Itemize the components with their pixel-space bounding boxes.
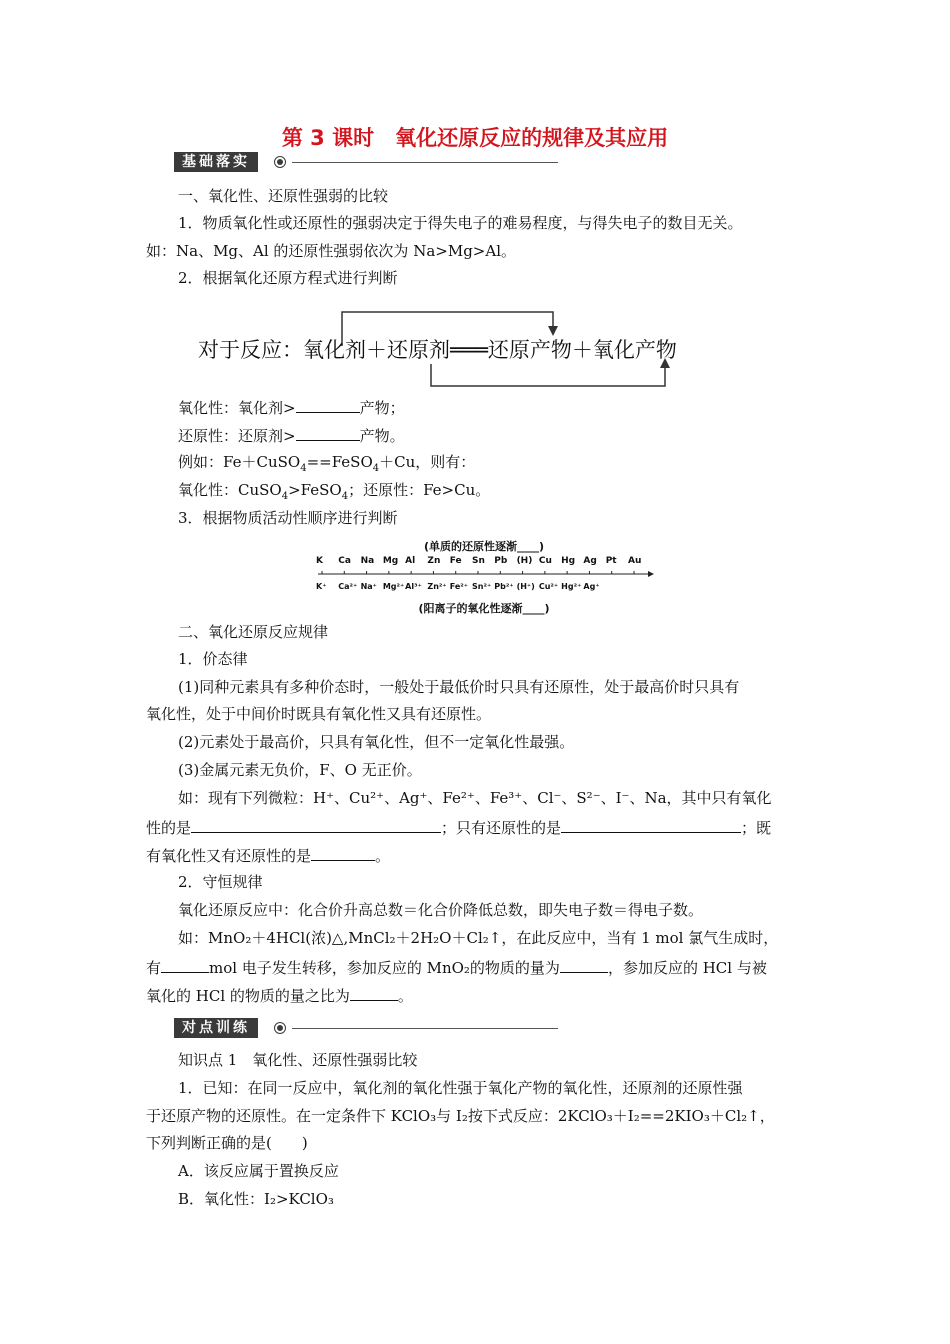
paragraph: 3．根据物质活动性顺序进行判断	[178, 509, 398, 527]
answer-blank[interactable]	[350, 984, 398, 1001]
subscript: 4	[300, 463, 307, 474]
ion-symbol: Al³⁺	[405, 582, 422, 591]
text: 氧化性：氧化剂>	[178, 399, 296, 417]
answer-blank[interactable]	[311, 844, 375, 861]
ion-symbol: Pb²⁺	[494, 582, 514, 591]
text: 例如：Fe＋CuSO	[178, 453, 301, 471]
heading-2: 二、氧化还原反应规律	[178, 623, 329, 641]
paragraph: 2．守恒规律	[178, 873, 263, 891]
text: ；只有还原性的是	[441, 819, 562, 837]
text: 产物；	[359, 399, 405, 417]
ion-symbol: K⁺	[316, 582, 327, 591]
paragraph: 2．根据氧化还原方程式进行判断	[178, 269, 398, 287]
answer-blank[interactable]	[561, 816, 741, 833]
text: 氧化的 HCl 的物质的量之比为	[146, 987, 350, 1005]
activity-series-diagram	[314, 538, 654, 616]
metal-symbol: Ag	[583, 556, 597, 566]
bullet-dot-icon	[274, 156, 286, 168]
paragraph: 1．价态律	[178, 650, 248, 668]
text: 有	[146, 959, 162, 977]
question-text: 如：现有下列微粒：H⁺、Cu²⁺、Ag⁺、Fe²⁺、Fe³⁺、Cl⁻、S²⁻、I⁻、Na，其中只有氧化	[178, 789, 772, 807]
metal-symbol: Na	[360, 556, 375, 566]
text: 。	[375, 847, 391, 865]
text: ；还原性：Fe>Cu。	[348, 481, 491, 499]
section-rule	[292, 162, 558, 163]
paragraph: 氧化还原反应中：化合价升高总数＝化合价降低总数，即失电子数＝得电子数。	[178, 901, 704, 919]
text: ，参加反应的 HCl 与被	[607, 959, 767, 977]
metal-symbol: Al	[405, 556, 416, 566]
ion-symbol: Sn²⁺	[472, 582, 492, 591]
ion-symbol: Zn²⁺	[427, 582, 447, 591]
example-line	[178, 452, 475, 472]
ion-symbol: Mg²⁺	[382, 582, 405, 591]
section-label: 基础落实	[174, 152, 258, 172]
question-text: 下列判断正确的是( )	[146, 1134, 308, 1152]
metal-symbol: (H)	[516, 556, 533, 566]
oxidizing-rule	[178, 396, 405, 418]
text: ；既	[741, 819, 772, 837]
section-rule	[292, 1028, 558, 1029]
knowledge-point: 知识点 1 氧化性、还原性强弱比较	[178, 1051, 418, 1069]
question-text: 1．已知：在同一反应中，氧化剂的氧化性强于氧化产物的氧化性，还原剂的还原性强	[178, 1079, 743, 1097]
question-text: 于还原产物的还原性。在一定条件下 KClO₃与 I₂按下式反应：2KClO₃＋I₂==2KIO₃＋Cl₂↑，	[146, 1107, 775, 1125]
text: 性的是	[146, 819, 192, 837]
metal-symbol: Mg	[382, 556, 399, 566]
paragraph: (1)同种元素具有多种价态时，一般处于最低价时只具有还原性，处于最高价时只具有	[178, 678, 740, 696]
section-label: 对点训练	[174, 1018, 258, 1038]
text: 有氧化性又有还原性的是	[146, 847, 312, 865]
oxidizing-trend-label: (阳离子的氧化性逐渐____)	[418, 602, 550, 615]
section-header-basics	[174, 152, 558, 172]
question-text	[146, 984, 413, 1006]
ion-symbol: Cu²⁺	[538, 582, 559, 591]
metal-symbol: K	[316, 556, 323, 566]
answer-blank[interactable]	[296, 396, 360, 413]
ion-symbol: Fe²⁺	[449, 582, 468, 591]
metal-symbol: Pt	[605, 556, 617, 566]
metal-symbol: Fe	[449, 556, 462, 566]
metal-symbol: Au	[628, 556, 642, 566]
ion-symbol: Hg²⁺	[561, 582, 582, 591]
paragraph: 氧化性，处于中间价时既具有氧化性又具有还原性。	[146, 705, 492, 723]
heading-1: 一、氧化性、还原性强弱的比较	[178, 187, 389, 205]
paragraph: 如：Na、Mg、Al 的还原性强弱依次为 Na>Mg>Al。	[146, 242, 516, 260]
metal-symbol: Pb	[494, 556, 508, 566]
reaction-diagram	[195, 306, 735, 392]
reducing-trend-label: (单质的还原性逐渐____)	[423, 540, 545, 553]
ions-row	[316, 582, 642, 596]
answer-blank[interactable]	[296, 424, 360, 441]
subscript: 4	[372, 463, 380, 474]
reaction-equation: 对于反应：氧化剂＋还原剂═══还原产物＋氧化产物	[198, 338, 677, 362]
subscript: 4	[281, 491, 289, 502]
question-text	[146, 816, 771, 838]
subscript: 4	[341, 491, 349, 502]
metal-symbol: Hg	[561, 556, 576, 566]
text: 氧化性：CuSO	[178, 481, 282, 499]
answer-blank[interactable]	[161, 956, 209, 973]
paragraph: 1．物质氧化性或还原性的强弱决定于得失电子的难易程度，与得失电子的数目无关。	[178, 214, 743, 232]
text: 。	[397, 987, 413, 1005]
bullet-dot-icon	[274, 1022, 286, 1034]
ion-symbol: (H⁺)	[516, 582, 535, 591]
metal-symbol: Zn	[427, 556, 441, 566]
text: >FeSO	[288, 481, 342, 499]
section-header-practice	[174, 1018, 558, 1038]
ion-symbol: Ag⁺	[583, 582, 600, 591]
answer-blank[interactable]	[560, 956, 608, 973]
metal-symbol: Ca	[338, 556, 351, 566]
text: ＋Cu，则有：	[379, 453, 476, 471]
example-line	[178, 480, 490, 500]
question-text	[146, 956, 767, 978]
question-text: 如：MnO₂＋4HCl(浓)△,MnCl₂＋2H₂O＋Cl₂↑，在此反应中，当有 1 mol 氯气生成时，	[178, 929, 779, 947]
ion-symbol: Na⁺	[360, 582, 377, 591]
paragraph: (3)金属元素无负价，F、O 无正价。	[178, 761, 422, 779]
reducing-rule	[178, 424, 405, 446]
option-a[interactable]: A．该反应属于置换反应	[178, 1162, 339, 1180]
paragraph: (2)元素处于最高价，只具有氧化性，但不一定氧化性最强。	[178, 733, 575, 751]
option-b[interactable]: B．氧化性：I₂>KClO₃	[178, 1190, 334, 1208]
metal-symbol: Cu	[538, 556, 552, 566]
text: mol 电子发生转移，参加反应的 MnO₂的物质的量为	[209, 959, 560, 977]
text: ==FeSO	[306, 453, 373, 471]
page-title: 第 3 课时 氧化还原反应的规律及其应用	[281, 126, 669, 150]
ion-symbol: Ca²⁺	[338, 582, 358, 591]
text: 还原性：还原剂>	[178, 427, 296, 445]
metal-symbol: Sn	[472, 556, 485, 566]
text: 产物。	[359, 427, 405, 445]
question-text	[146, 844, 390, 866]
answer-blank[interactable]	[191, 816, 441, 833]
